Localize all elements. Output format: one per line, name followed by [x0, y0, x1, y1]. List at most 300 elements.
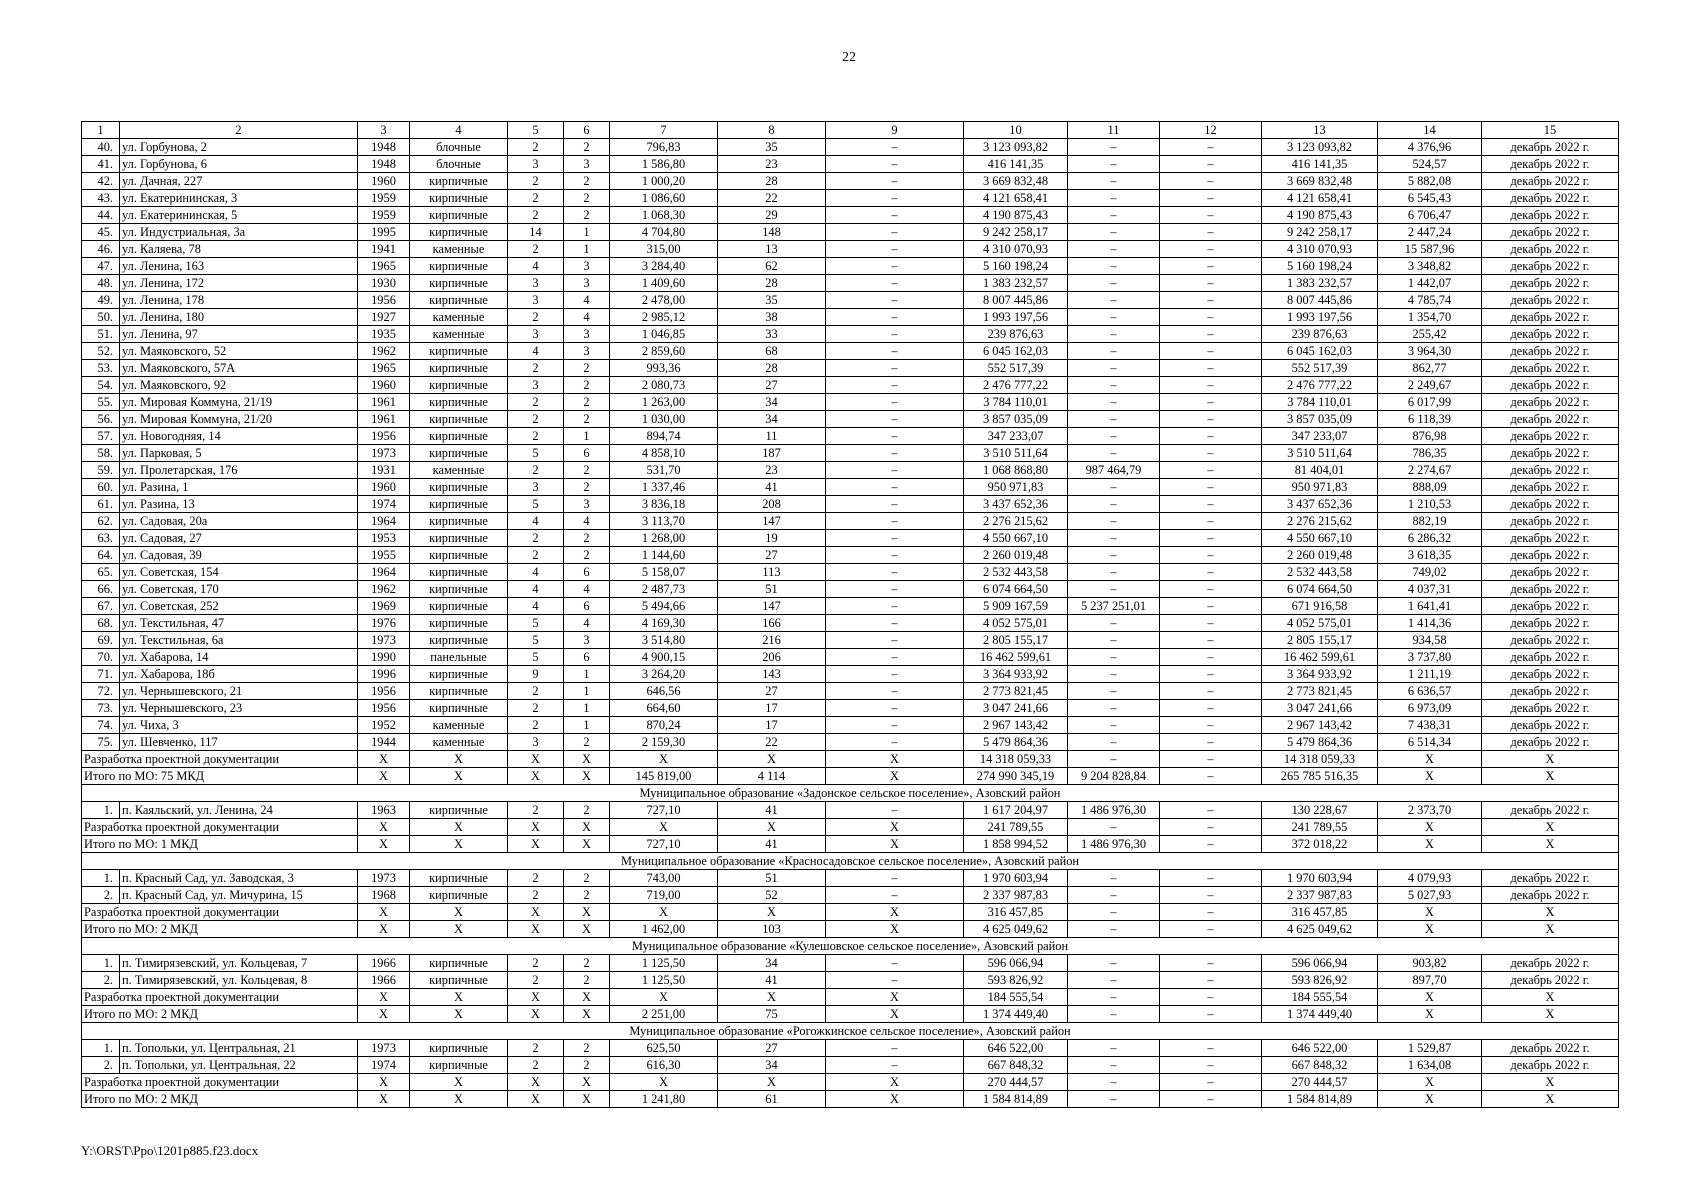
table-cell: 2 276 215,62 [1262, 513, 1378, 530]
table-cell: 29 [718, 207, 826, 224]
table-cell: – [1160, 479, 1262, 496]
address-cell: ул. Ленина, 163 [120, 258, 358, 275]
table-cell: 4 [508, 598, 564, 615]
table-cell: 5 [508, 632, 564, 649]
address-cell: ул. Разина, 13 [120, 496, 358, 513]
address-cell: ул. Шевченко, 117 [120, 734, 358, 751]
table-cell: 3 618,35 [1378, 547, 1482, 564]
table-cell: декабрь 2022 г. [1482, 343, 1619, 360]
table-cell: 667 848,32 [1262, 1057, 1378, 1074]
address-cell: ул. Ленина, 172 [120, 275, 358, 292]
row-number: 58. [82, 445, 120, 462]
row-number: 62. [82, 513, 120, 530]
summary-row [82, 819, 1619, 836]
table-cell: 1 383 232,57 [1262, 275, 1378, 292]
table-cell: кирпичные [410, 683, 508, 700]
table-cell: 1 584 814,89 [964, 1091, 1068, 1108]
table-cell: – [1068, 700, 1160, 717]
row-number: 45. [82, 224, 120, 241]
table-cell: 4 037,31 [1378, 581, 1482, 598]
table-cell: 4 [564, 513, 610, 530]
table-cell: – [1160, 717, 1262, 734]
table-cell: – [826, 547, 964, 564]
row-number: 50. [82, 309, 120, 326]
table-cell: 13 [718, 241, 826, 258]
table-cell: – [1160, 649, 1262, 666]
table-cell: – [1160, 683, 1262, 700]
table-cell: 27 [718, 683, 826, 700]
table-cell: – [1160, 1006, 1262, 1023]
table-cell: 239 876,63 [1262, 326, 1378, 343]
table-cell: X [718, 751, 826, 768]
table-cell: 4 550 667,10 [964, 530, 1068, 547]
summary-label: Разработка проектной документации [82, 989, 358, 1006]
table-cell: – [1068, 326, 1160, 343]
table-cell: 3 047 241,66 [964, 700, 1068, 717]
table-cell: 1 000,20 [610, 173, 718, 190]
table-cell: 3 [508, 377, 564, 394]
table-cell: – [1068, 581, 1160, 598]
row-number: 1. [82, 955, 120, 972]
table-cell: кирпичные [410, 224, 508, 241]
table-cell: – [1160, 241, 1262, 258]
table-cell: декабрь 2022 г. [1482, 258, 1619, 275]
table-cell: 4 376,96 [1378, 139, 1482, 156]
table-cell: декабрь 2022 г. [1482, 411, 1619, 428]
table-row [82, 955, 1619, 972]
table-row [82, 683, 1619, 700]
table-cell: – [1160, 870, 1262, 887]
table-cell: декабрь 2022 г. [1482, 190, 1619, 207]
table-cell: – [1068, 717, 1160, 734]
summary-label: Итого по МО: 2 МКД [82, 1006, 358, 1023]
table-cell: 7 438,31 [1378, 717, 1482, 734]
table-cell: 6 [564, 564, 610, 581]
row-number: 1. [82, 802, 120, 819]
table-cell: кирпичные [410, 530, 508, 547]
table-cell: X [564, 836, 610, 853]
table-cell: 61 [718, 1091, 826, 1108]
table-cell: X [410, 768, 508, 785]
table-cell: – [1160, 496, 1262, 513]
table-cell: X [1482, 1006, 1619, 1023]
table-cell: 130 228,67 [1262, 802, 1378, 819]
table-cell: 9 [508, 666, 564, 683]
table-cell: – [1068, 683, 1160, 700]
table-cell: кирпичные [410, 496, 508, 513]
address-cell: ул. Екатерининская, 5 [120, 207, 358, 224]
table-cell: 4 858,10 [610, 445, 718, 462]
table-cell: декабрь 2022 г. [1482, 292, 1619, 309]
table-cell: – [1068, 156, 1160, 173]
table-cell: X [410, 751, 508, 768]
address-cell: ул. Чернышевского, 23 [120, 700, 358, 717]
table-cell: – [1068, 819, 1160, 836]
table-cell: 4 310 070,93 [964, 241, 1068, 258]
table-cell: X [610, 1074, 718, 1091]
table-cell: – [1160, 887, 1262, 904]
table-cell: каменные [410, 326, 508, 343]
header-cell: 13 [1262, 122, 1378, 139]
table-cell: – [1068, 972, 1160, 989]
table-cell: 2 [564, 547, 610, 564]
table-cell: 1956 [358, 683, 410, 700]
table-cell: X [1482, 751, 1619, 768]
table-cell: – [1160, 581, 1262, 598]
table-cell: 6 636,57 [1378, 683, 1482, 700]
table-cell: 1 634,08 [1378, 1057, 1482, 1074]
table-cell: 3 [508, 275, 564, 292]
table-cell: 987 464,79 [1068, 462, 1160, 479]
address-cell: п. Красный Сад, ул. Заводская, 3 [120, 870, 358, 887]
table-cell: 2 447,24 [1378, 224, 1482, 241]
table-cell: 1956 [358, 292, 410, 309]
row-number: 67. [82, 598, 120, 615]
table-row [82, 530, 1619, 547]
table-cell: – [1160, 955, 1262, 972]
table-cell: 4 704,80 [610, 224, 718, 241]
table-cell: 1974 [358, 496, 410, 513]
table-cell: – [1068, 870, 1160, 887]
table-cell: 6 545,43 [1378, 190, 1482, 207]
page-number: 22 [842, 50, 856, 65]
table-cell: 2 805 155,17 [964, 632, 1068, 649]
table-cell: – [1160, 394, 1262, 411]
table-cell: – [1160, 989, 1262, 1006]
table-cell: 894,74 [610, 428, 718, 445]
row-number: 63. [82, 530, 120, 547]
table-cell: X [508, 768, 564, 785]
table-cell: 5 909 167,59 [964, 598, 1068, 615]
table-cell: 1955 [358, 547, 410, 564]
table-cell: 1962 [358, 581, 410, 598]
table-cell: 270 444,57 [964, 1074, 1068, 1091]
table-cell: – [826, 428, 964, 445]
table-cell: X [1378, 904, 1482, 921]
table-cell: 4 [508, 343, 564, 360]
table-cell: X [358, 921, 410, 938]
table-cell: 2 985,12 [610, 309, 718, 326]
address-cell: ул. Чернышевского, 21 [120, 683, 358, 700]
table-cell: кирпичные [410, 411, 508, 428]
table-cell: 1944 [358, 734, 410, 751]
table-cell: 5 237 251,01 [1068, 598, 1160, 615]
table-cell: X [610, 751, 718, 768]
table-cell: 3 [564, 326, 610, 343]
table-cell: X [1378, 751, 1482, 768]
table-cell: X [1378, 819, 1482, 836]
table-cell: 1 617 204,97 [964, 802, 1068, 819]
table-cell: декабрь 2022 г. [1482, 547, 1619, 564]
table-cell: 1 970 603,94 [964, 870, 1068, 887]
table-row [82, 139, 1619, 156]
table-cell: 1 [564, 683, 610, 700]
table-cell: – [826, 377, 964, 394]
table-cell: 2 476 777,22 [964, 377, 1068, 394]
table-cell: X [718, 904, 826, 921]
address-cell: ул. Горбунова, 6 [120, 156, 358, 173]
table-cell: 2 [564, 479, 610, 496]
table-cell: 5 158,07 [610, 564, 718, 581]
table-cell: кирпичные [410, 666, 508, 683]
table-cell: – [826, 972, 964, 989]
table-cell: кирпичные [410, 207, 508, 224]
address-cell: п. Топольки, ул. Центральная, 22 [120, 1057, 358, 1074]
table-cell: 2 [564, 955, 610, 972]
table-cell: X [508, 819, 564, 836]
table-cell: 1960 [358, 173, 410, 190]
table-cell: – [1068, 1040, 1160, 1057]
table-cell: 2 [508, 411, 564, 428]
table-cell: X [564, 819, 610, 836]
table-cell: 4 114 [718, 768, 826, 785]
table-cell: 888,09 [1378, 479, 1482, 496]
table-cell: 2 [564, 139, 610, 156]
table-cell: 23 [718, 462, 826, 479]
table-cell: X [826, 836, 964, 853]
table-cell: – [826, 394, 964, 411]
table-cell: 2 [508, 547, 564, 564]
table-cell: 6 [564, 598, 610, 615]
table-cell: 2 [564, 972, 610, 989]
table-cell: – [1160, 309, 1262, 326]
table-cell: 2 487,73 [610, 581, 718, 598]
table-row [82, 360, 1619, 377]
row-number: 65. [82, 564, 120, 581]
table-cell: 3 784 110,01 [964, 394, 1068, 411]
table-cell: X [564, 1006, 610, 1023]
table-cell: 646,56 [610, 683, 718, 700]
table-cell: 596 066,94 [1262, 955, 1378, 972]
table-cell: декабрь 2022 г. [1482, 224, 1619, 241]
table-cell: 3 510 511,64 [964, 445, 1068, 462]
table-cell: каменные [410, 734, 508, 751]
table-cell: 531,70 [610, 462, 718, 479]
table-cell: – [1068, 513, 1160, 530]
table-cell: 1 354,70 [1378, 309, 1482, 326]
table-cell: – [1160, 751, 1262, 768]
table-row [82, 581, 1619, 598]
table-cell: 145 819,00 [610, 768, 718, 785]
table-cell: 2 773 821,45 [1262, 683, 1378, 700]
row-number: 54. [82, 377, 120, 394]
table-cell: X [564, 751, 610, 768]
table-cell: 743,00 [610, 870, 718, 887]
table-row [82, 666, 1619, 683]
summary-row [82, 836, 1619, 853]
table-cell: 3 [564, 496, 610, 513]
table-cell: 1 [564, 700, 610, 717]
header-cell: 14 [1378, 122, 1482, 139]
table-cell: 3 514,80 [610, 632, 718, 649]
table-cell: – [1160, 462, 1262, 479]
table-cell: – [1068, 887, 1160, 904]
table-cell: 950 971,83 [964, 479, 1068, 496]
table-cell: 2 476 777,22 [1262, 377, 1378, 394]
table-cell: – [1068, 309, 1160, 326]
table-cell: 3 264,20 [610, 666, 718, 683]
table-cell: 184 555,54 [964, 989, 1068, 1006]
table-cell: 14 [508, 224, 564, 241]
table-cell: X [508, 989, 564, 1006]
table-cell: кирпичные [410, 802, 508, 819]
row-number: 57. [82, 428, 120, 445]
table-cell: 1966 [358, 972, 410, 989]
table-cell: 2 [564, 190, 610, 207]
table-cell: 2 337 987,83 [964, 887, 1068, 904]
table-cell: 646 522,00 [964, 1040, 1068, 1057]
table-cell: – [826, 292, 964, 309]
table-cell: декабрь 2022 г. [1482, 581, 1619, 598]
table-cell: кирпичные [410, 632, 508, 649]
table-cell: 33 [718, 326, 826, 343]
table-cell: 14 318 059,33 [1262, 751, 1378, 768]
table-cell: 3 437 652,36 [1262, 496, 1378, 513]
table-cell: – [826, 343, 964, 360]
table-cell: – [1068, 360, 1160, 377]
row-number: 40. [82, 139, 120, 156]
table-row [82, 173, 1619, 190]
table-cell: X [1378, 989, 1482, 1006]
table-cell: – [1068, 904, 1160, 921]
table-cell: – [1160, 190, 1262, 207]
table-cell: 3 784 110,01 [1262, 394, 1378, 411]
table-cell: X [358, 1006, 410, 1023]
section-heading: Муниципальное образование «Кулешовское сельское поселение», Азовский район [82, 938, 1619, 955]
table-cell: – [1160, 207, 1262, 224]
table-cell: 103 [718, 921, 826, 938]
table-cell: 6 706,47 [1378, 207, 1482, 224]
table-cell: X [508, 836, 564, 853]
table-cell: 27 [718, 377, 826, 394]
file-path-footer: Y:\ORST\Ppo\1201p885.f23.docx [81, 1143, 259, 1158]
table-cell: – [1160, 173, 1262, 190]
table-cell: – [1160, 343, 1262, 360]
table-cell: 23 [718, 156, 826, 173]
table-cell: 646 522,00 [1262, 1040, 1378, 1057]
table-cell: 2 373,70 [1378, 802, 1482, 819]
table-cell: 1 030,00 [610, 411, 718, 428]
table-cell: 1959 [358, 190, 410, 207]
table-row [82, 513, 1619, 530]
table-cell: 2 [508, 139, 564, 156]
table-cell: 2 773 821,45 [964, 683, 1068, 700]
table-cell: 1 584 814,89 [1262, 1091, 1378, 1108]
table-cell: 5 882,08 [1378, 173, 1482, 190]
row-number: 47. [82, 258, 120, 275]
row-number: 1. [82, 870, 120, 887]
table-cell: декабрь 2022 г. [1482, 1040, 1619, 1057]
table-cell: 6 045 162,03 [964, 343, 1068, 360]
table-row [82, 326, 1619, 343]
table-row [82, 190, 1619, 207]
table-cell: 2 967 143,42 [1262, 717, 1378, 734]
table-cell: – [1160, 156, 1262, 173]
row-number: 52. [82, 343, 120, 360]
table-cell: 2 859,60 [610, 343, 718, 360]
table-cell: каменные [410, 462, 508, 479]
table-cell: декабрь 2022 г. [1482, 734, 1619, 751]
table-cell: 75 [718, 1006, 826, 1023]
table-cell: X [1378, 921, 1482, 938]
table-cell: – [1068, 394, 1160, 411]
table-cell: 2 967 143,42 [964, 717, 1068, 734]
table-cell: кирпичные [410, 513, 508, 530]
table-cell: X [508, 904, 564, 921]
table-cell: 4 625 049,62 [964, 921, 1068, 938]
table-cell: X [1378, 1091, 1482, 1108]
header-cell: 11 [1068, 122, 1160, 139]
table-cell: 2 [564, 870, 610, 887]
table-row [82, 564, 1619, 581]
table-cell: декабрь 2022 г. [1482, 173, 1619, 190]
table-cell: 870,24 [610, 717, 718, 734]
table-cell: 1990 [358, 649, 410, 666]
table-cell: 1973 [358, 632, 410, 649]
table-cell: 1948 [358, 139, 410, 156]
table-cell: – [1160, 1074, 1262, 1091]
row-number: 42. [82, 173, 120, 190]
table-cell: 6 [564, 445, 610, 462]
table-cell: – [1068, 445, 1160, 462]
table-cell: – [1068, 734, 1160, 751]
table-cell: 3 737,80 [1378, 649, 1482, 666]
table-cell: 1931 [358, 462, 410, 479]
table-cell: 4 [564, 615, 610, 632]
table-cell: – [1068, 479, 1160, 496]
table-cell: 416 141,35 [964, 156, 1068, 173]
row-number: 44. [82, 207, 120, 224]
table-row [82, 377, 1619, 394]
table-cell: 862,77 [1378, 360, 1482, 377]
table-cell: 727,10 [610, 836, 718, 853]
table-cell: декабрь 2022 г. [1482, 496, 1619, 513]
table-cell: 4 785,74 [1378, 292, 1482, 309]
table-cell: X [1378, 1006, 1482, 1023]
table-cell: X [1482, 1091, 1619, 1108]
row-number: 73. [82, 700, 120, 717]
table-cell: 255,42 [1378, 326, 1482, 343]
table-cell: 5 [508, 445, 564, 462]
table-cell: 4 [564, 292, 610, 309]
table-cell: 274 990 345,19 [964, 768, 1068, 785]
table-cell: X [826, 921, 964, 938]
table-cell: 8 007 445,86 [964, 292, 1068, 309]
table-cell: 1 970 603,94 [1262, 870, 1378, 887]
table-cell: 950 971,83 [1262, 479, 1378, 496]
table-cell: – [826, 326, 964, 343]
table-cell: 17 [718, 700, 826, 717]
table-cell: 11 [718, 428, 826, 445]
address-cell: ул. Маяковского, 57А [120, 360, 358, 377]
table-cell: – [826, 513, 964, 530]
table-row [82, 428, 1619, 445]
table-cell: декабрь 2022 г. [1482, 207, 1619, 224]
address-cell: п. Красный Сад, ул. Мичурина, 15 [120, 887, 358, 904]
table-cell: X [564, 768, 610, 785]
row-number: 72. [82, 683, 120, 700]
table-cell: 2 [564, 207, 610, 224]
row-number: 48. [82, 275, 120, 292]
table-cell: 35 [718, 292, 826, 309]
address-cell: ул. Индустриальная, 3а [120, 224, 358, 241]
table-cell: 1 641,41 [1378, 598, 1482, 615]
table-cell: кирпичные [410, 700, 508, 717]
table-cell: декабрь 2022 г. [1482, 309, 1619, 326]
header-cell: 7 [610, 122, 718, 139]
table-cell: – [826, 241, 964, 258]
table-cell: 1 993 197,56 [1262, 309, 1378, 326]
